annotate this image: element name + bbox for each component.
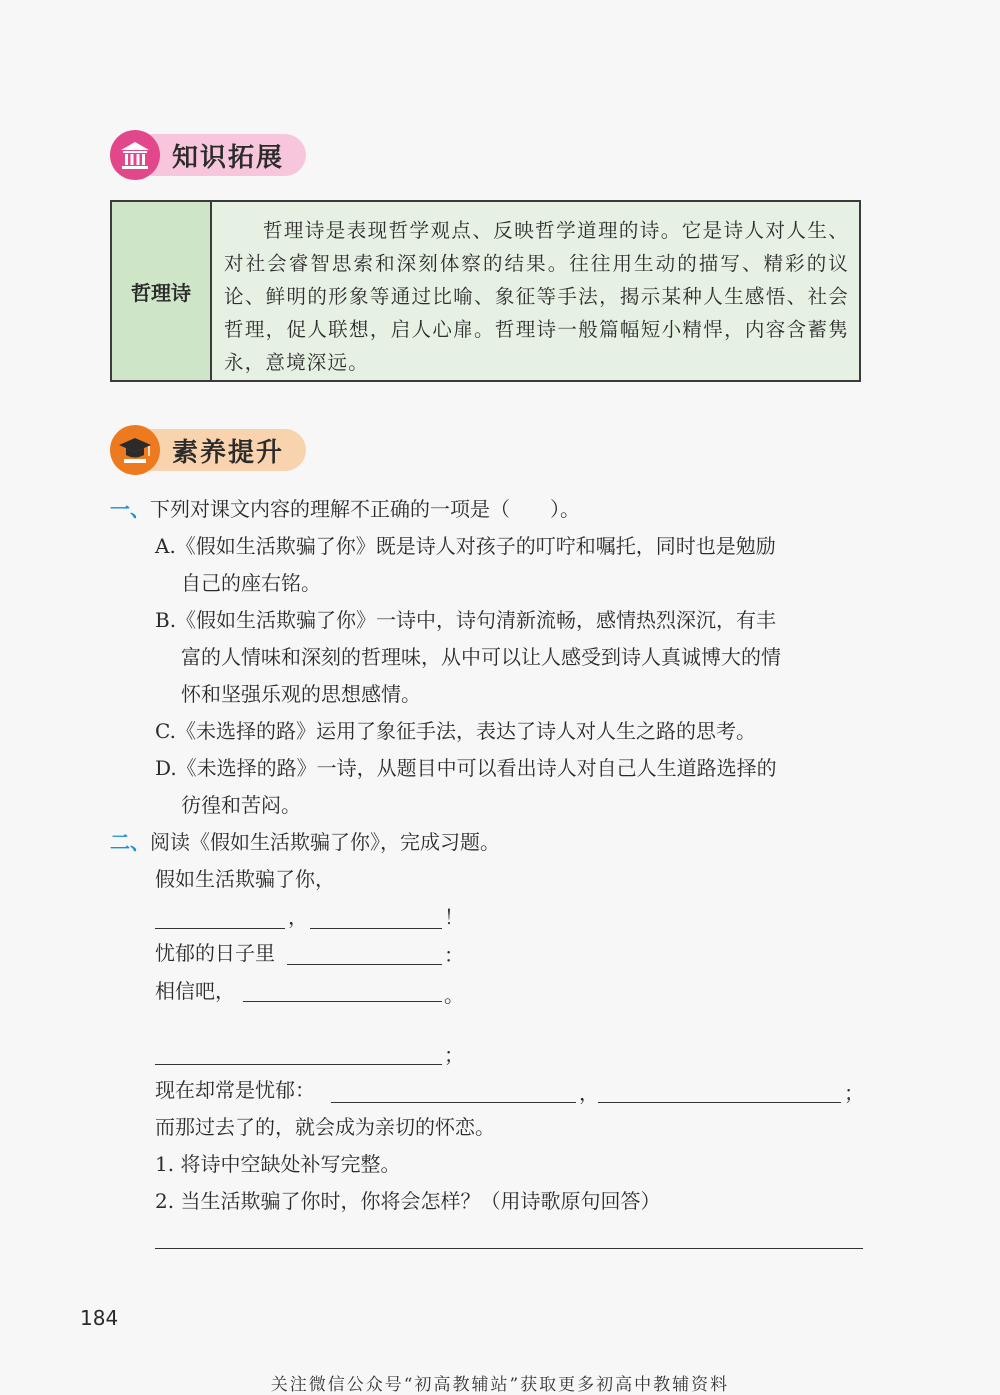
- question-1-number: 一、: [110, 497, 150, 521]
- blank-7[interactable]: [598, 1102, 841, 1103]
- option-d-line-2: 彷徨和苦闷。: [181, 793, 301, 817]
- page-number: 184: [80, 1306, 119, 1330]
- poem-line-3: 忧郁的日子里: [155, 941, 275, 965]
- poem-line-1: 假如生活欺骗了你，: [155, 867, 335, 891]
- knowledge-definition: 哲理诗是表现哲学观点、反映哲学道理的诗。它是诗人对人生、对社会睿智思索和深刻体察的结果。往往用生动的描写、精彩的议论、鲜明的形象等通过比喻、象征等手法，揭示某种人生感悟、社会哲理，促人联想，启人心扉。哲理诗一般篇幅短小精悍，内容含蓄隽永，意境深远。: [224, 219, 849, 374]
- option-b-line-1: B.《假如生活欺骗了你》一诗中，诗句清新流畅，感情热烈深沉，有丰: [155, 608, 777, 632]
- question-2-number: 二、: [110, 830, 150, 854]
- option-a-line-2: 自己的座右铭。: [181, 571, 321, 595]
- poem-line-4: 相信吧，: [155, 979, 235, 1003]
- blank-6[interactable]: [331, 1102, 576, 1103]
- blank-3[interactable]: [287, 964, 442, 965]
- poem-line-3-end: ：: [444, 943, 464, 967]
- poem-line-2-end: ！: [444, 905, 464, 929]
- question-2: [110, 829, 500, 855]
- blank-4[interactable]: [243, 1001, 442, 1002]
- knowledge-banner: [110, 130, 310, 180]
- poem-line-4-end: 。: [444, 983, 464, 1007]
- poem-line-2-comma: ，: [288, 905, 308, 929]
- option-b-line-2: 富的人情味和深刻的哲理味，从中可以让人感受到诗人真诚博大的情: [181, 645, 781, 669]
- literacy-banner-title: 素养提升: [130, 429, 306, 471]
- poem-line-6: 现在却常是忧郁：: [155, 1078, 315, 1102]
- option-d-line-1: D.《未选择的路》一诗，从题目中可以看出诗人对自己人生道路选择的: [155, 756, 777, 780]
- poem-line-6-comma: ，: [579, 1081, 599, 1105]
- question-1: [110, 496, 580, 522]
- blank-2[interactable]: [310, 928, 442, 929]
- footer-watermark: 关注微信公众号“初高教辅站”获取更多初高中教辅资料: [270, 1375, 730, 1395]
- option-c-line-1: C.《未选择的路》运用了象征手法，表达了诗人对人生之路的思考。: [155, 719, 756, 743]
- sub-question-1: 1. 将诗中空缺处补写完整。: [155, 1152, 401, 1176]
- option-a-line-1: A.《假如生活欺骗了你》既是诗人对孩子的叮咛和嘱托，同时也是勉励: [155, 534, 776, 558]
- question-1-stem: 下列对课文内容的理解不正确的一项是（ ）。: [150, 497, 580, 521]
- poem-line-5-end: ；: [444, 1043, 464, 1067]
- answer-line[interactable]: [155, 1248, 863, 1249]
- option-b-line-3: 怀和坚强乐观的思想感情。: [181, 682, 421, 706]
- knowledge-term: 哲理诗: [112, 202, 212, 380]
- sub-question-2: 2. 当生活欺骗了你时，你将会怎样？（用诗歌原句回答）: [155, 1189, 661, 1213]
- knowledge-banner-title: 知识拓展: [130, 134, 306, 176]
- poem-line-6-end: ；: [844, 1081, 864, 1105]
- knowledge-box: [110, 200, 861, 382]
- blank-1[interactable]: [155, 928, 285, 929]
- graduation-cap-icon: [110, 425, 160, 475]
- poem-line-7: 而那过去了的，就会成为亲切的怀恋。: [155, 1115, 495, 1139]
- museum-building-icon: [110, 130, 160, 180]
- blank-5[interactable]: [155, 1064, 442, 1065]
- literacy-banner: [110, 425, 310, 475]
- question-2-stem: 阅读《假如生活欺骗了你》，完成习题。: [150, 830, 500, 854]
